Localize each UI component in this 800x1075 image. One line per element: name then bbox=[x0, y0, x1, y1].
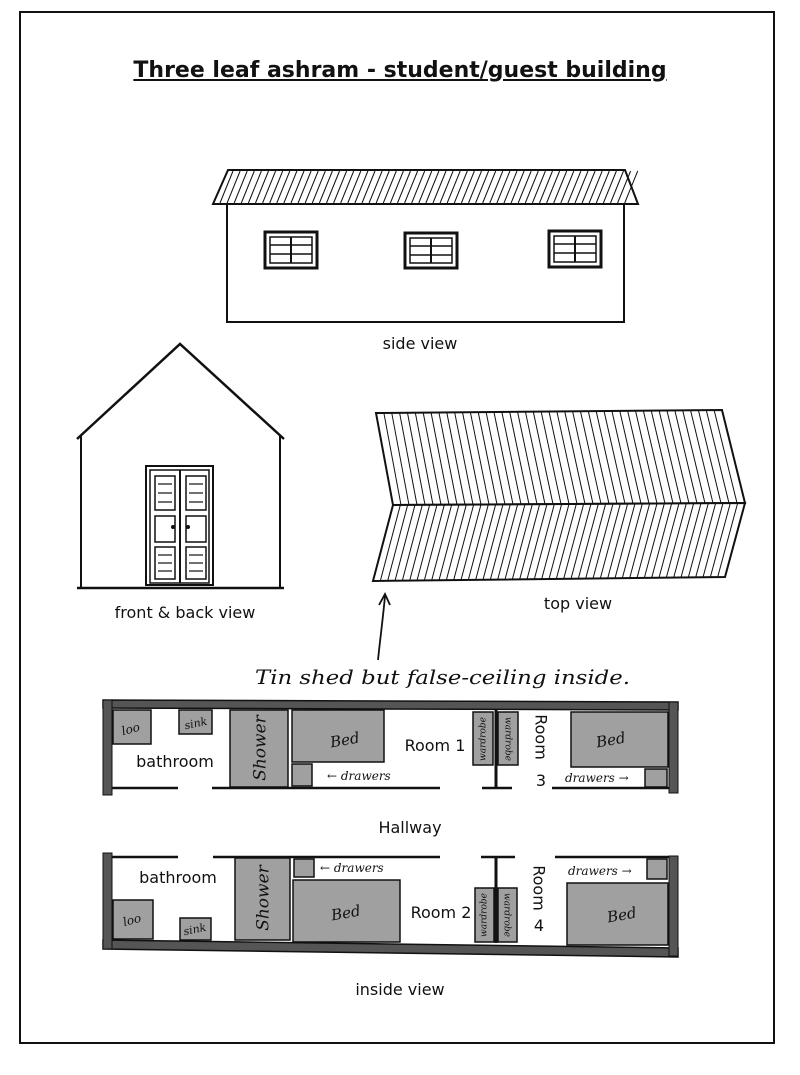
lower-room-4-label: Room bbox=[529, 865, 549, 911]
top-view bbox=[373, 410, 745, 613]
upper-bathroom-label: bathroom bbox=[136, 752, 214, 771]
lower-wardrobe-b-label: wardrobe bbox=[501, 893, 512, 937]
side-view-caption: side view bbox=[382, 334, 458, 353]
lower-drawer-cabinet-4 bbox=[647, 859, 667, 879]
lower-loo-label: loo bbox=[121, 910, 143, 930]
upper-top-wall bbox=[103, 700, 678, 710]
side-window-middle bbox=[405, 233, 457, 268]
annotation-text: Tin shed but false-ceiling inside. bbox=[255, 665, 630, 689]
lower-drawer-cabinet-2 bbox=[294, 859, 314, 877]
top-roof-upper-panel bbox=[376, 410, 745, 505]
lower-bed-4-label: Bed bbox=[605, 903, 638, 927]
inside-view-caption: inside view bbox=[355, 980, 445, 999]
floor-plan-lower bbox=[103, 853, 678, 957]
upper-drawer-cabinet-1 bbox=[292, 764, 312, 786]
side-window-right bbox=[549, 231, 601, 267]
upper-bed-3-label: Bed bbox=[594, 728, 627, 752]
upper-right-wall bbox=[669, 702, 678, 793]
upper-bed-1-label: Bed bbox=[328, 728, 361, 752]
lower-drawers-2-label: ← drawers bbox=[320, 861, 384, 875]
top-view-caption: top view bbox=[543, 594, 613, 613]
front-double-door bbox=[146, 466, 213, 585]
page-title: Three leaf ashram - student/guest building bbox=[133, 58, 667, 83]
upper-room-3-label: Room bbox=[531, 714, 551, 760]
lower-shower-label: Shower bbox=[253, 865, 274, 931]
lower-wardrobe-a-label: wardrobe bbox=[479, 893, 490, 937]
lower-sink-label: sink bbox=[182, 920, 208, 939]
upper-room-1-label: Room 1 bbox=[404, 736, 466, 755]
floor-plan-upper bbox=[103, 700, 678, 795]
lower-room-2-label: Room 2 bbox=[410, 903, 472, 922]
lower-bed-2-label: Bed bbox=[329, 901, 362, 925]
side-window-left bbox=[265, 232, 317, 268]
side-view bbox=[213, 170, 638, 353]
lower-drawers-4-label: drawers → bbox=[568, 864, 632, 878]
upper-loo-label: loo bbox=[120, 719, 142, 739]
lower-room-4-number: 4 bbox=[533, 916, 545, 935]
lower-bathroom-label: bathroom bbox=[139, 868, 217, 887]
upper-sink-label: sink bbox=[183, 714, 209, 733]
lower-left-wall bbox=[103, 853, 112, 949]
upper-drawers-3-label: drawers → bbox=[565, 771, 629, 785]
upper-drawers-1-label: ← drawers bbox=[327, 769, 391, 783]
front-view-caption: front & back view bbox=[114, 603, 256, 622]
upper-wardrobe-b-label: wardrobe bbox=[502, 717, 513, 761]
upper-shower-label: Shower bbox=[250, 715, 271, 781]
upper-drawer-cabinet-3 bbox=[645, 769, 667, 787]
upper-room-3-number: 3 bbox=[535, 771, 547, 790]
annotation-arrow bbox=[378, 596, 385, 660]
front-view bbox=[77, 344, 284, 622]
front-gable bbox=[77, 344, 284, 439]
upper-left-wall bbox=[103, 700, 112, 795]
upper-wardrobe-a-label: wardrobe bbox=[478, 717, 489, 761]
lower-right-wall bbox=[669, 856, 678, 956]
hallway-label: Hallway bbox=[378, 818, 442, 837]
